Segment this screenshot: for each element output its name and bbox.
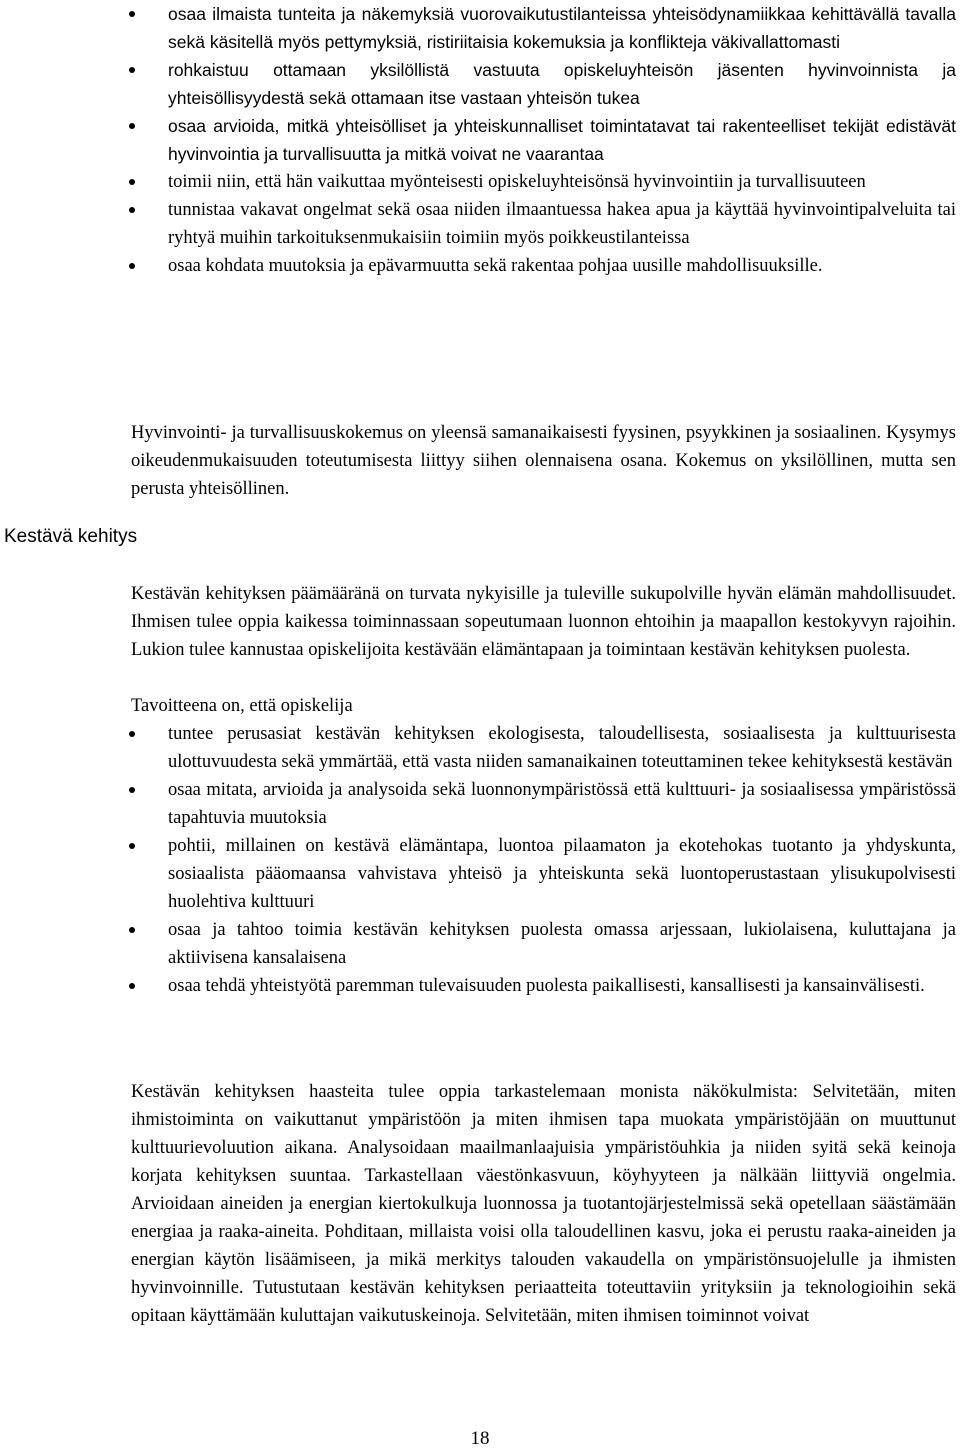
list-item: osaa ilmaista tunteita ja näkemyksiä vuorovaikutustilanteissa yhteisödynamiikkaa kehittävällä tavalla sekä käsitellä myös pettymyksiä, ristiriitaisia kokemuksia ja konflikteja väkivallattomasti <box>131 0 956 56</box>
page-number: 18 <box>470 1428 490 1449</box>
bullet-icon <box>129 787 135 793</box>
bullet-icon <box>129 179 135 185</box>
list-item: tunnistaa vakavat ongelmat sekä osaa niiden ilmaantuessa hakea apua ja käyttää hyvinvointipalveluita tai ryhtyä muihin tarkoituksenmukaisiin toimiin myös poikkeustilanteissa <box>131 196 956 252</box>
list-item: osaa tehdä yhteistyötä paremman tulevaisuuden puolesta paikallisesti, kansallisesti ja kansainvälisesti. <box>131 972 956 1000</box>
goal-intro: Tavoitteena on, että opiskelija <box>131 696 353 716</box>
paragraph-challenges: Kestävän kehityksen haasteita tulee oppia tarkastelemaan monista näkökulmista: Selvitetään, miten ihmistoiminta on vaikuttanut ympäristöön ja miten ihmisen tapa muokata ympäristöjään on muuttunut kulttuurievoluution aikana. Analysoidaan maailmanlaajuisia ympäristöuhkia ja niiden syitä sekä keinoja korjata kehityksen suuntaa. Tarkastellaan väestönkasvuun, köyhyyteen ja nälkään liittyviä ongelmia. Arvioidaan aineiden ja energian kiertokulkuja luonnossa ja tuotantojärjestelmissä sekä opetellaan säästämään energiaa ja raaka-aineita. Pohditaan, millaista voisi olla taloudellinen kasvu, joka ei perustu raaka-aineiden ja energian käytön lisäämiseen, ja mikä merkitys talouden vakaudella on ympäristönsuojelulle ja ihmisten hyvinvoinnille. Tutustutaan kestävän kehityksen periaatteita toteuttaviin yrityksiin ja teknologioihin sekä opitaan käyttämään kuluttajan vaikutuskeinoja. Selvitetään, miten ihmisen toiminnot voivat <box>131 1082 956 1326</box>
list-item: pohtii, millainen on kestävä elämäntapa, luontoa pilaamaton ja ekotehokas tuotanto ja yhdyskunta, sosiaalista pääomaansa vahvistava yhteisö ja yhteiskunta sekä luontoperustastaan ylisukupolvisesti huolehtiva kulttuuri <box>131 832 956 916</box>
list-item: osaa kohdata muutoksia ja epävarmuutta sekä rakentaa pohjaa uusille mahdollisuuksille. <box>131 252 956 280</box>
bullet-icon <box>129 983 135 989</box>
list-item: toimii niin, että hän vaikuttaa myönteisesti opiskeluyhteisönsä hyvinvointiin ja turvallisuuteen <box>131 168 956 196</box>
list-item: osaa arvioida, mitkä yhteisölliset ja yhteiskunnalliset toimintatavat tai rakenteelliset tekijät edistävät hyvinvointia ja turvallisuutta ja mitkä voivat ne vaarantaa <box>131 112 956 168</box>
list-item: tuntee perusasiat kestävän kehityksen ekologisesta, taloudellisesta, sosiaalisesta ja kulttuurisesta ulottuvuudesta sekä ymmärtää, että vasta niiden samanaikainen toteuttaminen tekee kehityksestä kestävän <box>131 720 956 776</box>
bullet-list-sustainability <box>131 720 956 1000</box>
paragraph-goal: Kestävän kehityksen päämääränä on turvata nykyisille ja tuleville sukupolville hyvän elämän mahdollisuudet. Ihmisen tulee oppia kaikessa toiminnassaan sopeutumaan luonnon ehtoihin ja maapallon kestokyvyn rajoihin. Lukion tulee kannustaa opiskelijoita kestävään elämäntapaan ja toimintaan kestävän kehityksen puolesta. <box>131 584 956 660</box>
bullet-icon <box>129 207 135 213</box>
section-heading: Kestävä kehitys <box>4 526 138 547</box>
bullet-icon <box>129 11 135 17</box>
list-item: osaa mitata, arvioida ja analysoida sekä luonnonympäristössä että kulttuuri- ja sosiaalisessa ympäristössä tapahtuvia muutoksia <box>131 776 956 832</box>
list-item: osaa ja tahtoo toimia kestävän kehityksen puolesta omassa arjessaan, lukiolaisena, kuluttajana ja aktiivisena kansalaisena <box>131 916 956 972</box>
bullet-icon <box>129 123 135 129</box>
bullet-icon <box>129 67 135 73</box>
bullet-icon <box>129 731 135 737</box>
list-item: rohkaistuu ottamaan yksilöllistä vastuuta opiskeluyhteisön jäsenten hyvinvoinnista ja yhteisöllisyydestä sekä ottamaan itse vastaan yhteisön tukea <box>131 56 956 112</box>
bullet-list-wellbeing <box>131 0 956 280</box>
bullet-icon <box>129 843 135 849</box>
paragraph-wellbeing: Hyvinvointi- ja turvallisuuskokemus on yleensä samanaikaisesti fyysinen, psyykkinen ja sosiaalinen. Kysymys oikeudenmukaisuuden toteutumisesta liittyy siihen olennaisena osana. Kokemus on yksilöllinen, mutta sen perusta yhteisöllinen. <box>131 423 956 499</box>
bullet-icon <box>129 927 135 933</box>
bullet-icon <box>129 263 135 269</box>
